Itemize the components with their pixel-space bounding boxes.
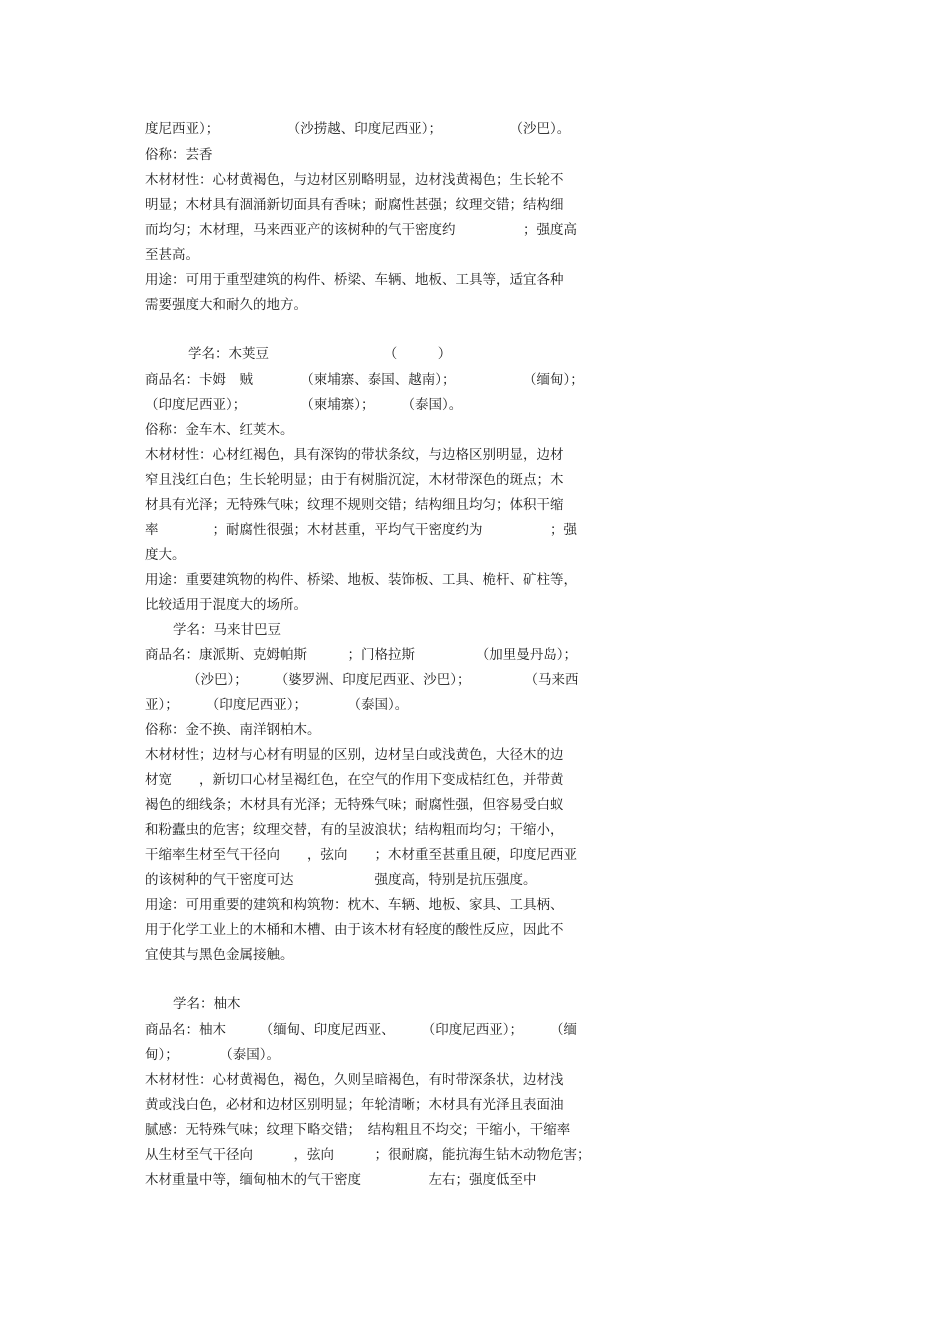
species-heading: 学名：木荚豆 （ ） [188, 346, 452, 362]
text-line: 率 ；耐腐性很强；木材甚重，平均气干密度约为 ；强 [145, 522, 577, 538]
text-line: 从生材至气干径向 ，弦向 ；很耐腐，能抗海生钻木动物危害； [145, 1147, 591, 1163]
text-line: 用途：重要建筑物的构件、桥梁、地板、装饰板、工具、桅杆、矿柱等， [145, 572, 577, 588]
species-heading: 学名：柚木 [173, 996, 241, 1012]
text-line: （沙巴）； （婆罗洲、印度尼西亚、沙巴）； （马来西 [187, 672, 579, 688]
text-line: 商品名：卡姆 贼 （柬埔寨、泰国、越南）； （缅甸）； [145, 372, 584, 388]
text-line: 俗称：金车木、红荚木。 [145, 422, 294, 438]
text-line: 用途：可用重要的建筑和构筑物：枕木、车辆、地板、家具、工具柄、 [145, 897, 564, 913]
text-line: 而均匀；木材理，马来西亚产的该树种的气干密度约 ；强度高 [145, 222, 577, 238]
text-line: 和粉蠹虫的危害；纹理交替，有的呈波浪状；结构粗而均匀；干缩小， [145, 822, 564, 838]
species-heading: 学名：马来甘巴豆 [173, 622, 281, 638]
text-line: 木材材性：心材黄褐色，与边材区别略明显，边材浅黄褐色；生长轮不 [145, 172, 564, 188]
text-line: 腻感：无特殊气味；纹理下略交错； 结构粗且不均交；干缩小，干缩率 [145, 1122, 571, 1138]
text-line: 度大。 [145, 547, 186, 563]
text-line: 木材材性：心材红褐色，具有深钩的带状条纹，与边格区别明显，边材 [145, 447, 564, 463]
text-line: 用于化学工业上的木桶和木槽、由于该木材有轻度的酸性反应，因此不 [145, 922, 564, 938]
text-line: 木材重量中等，缅甸柚木的气干密度 左右；强度低至中 [145, 1172, 537, 1188]
text-line: 需要强度大和耐久的地方。 [145, 297, 307, 313]
text-line: 用途：可用于重型建筑的构件、桥梁、车辆、地板、工具等，适宜各种 [145, 272, 564, 288]
text-line: 俗称：芸香 [145, 147, 213, 163]
text-line: 比较适用于混度大的场所。 [145, 597, 307, 613]
text-line: 材宽 ，新切口心材呈褐红色，在空气的作用下变成桔红色，并带黄 [145, 772, 564, 788]
text-line: 褐色的细线条；木材具有光泽；无特殊气味；耐腐性强，但容易受白蚁 [145, 797, 564, 813]
text-line: 商品名：康派斯、克姆帕斯 ；门格拉斯 （加里曼丹岛）； [145, 647, 577, 663]
text-line: 俗称：金不换、南洋钢柏木。 [145, 722, 321, 738]
text-line: 木材材性；边材与心材有明显的区别，边材呈白或浅黄色，大径木的边 [145, 747, 564, 763]
text-line: 材具有光泽；无特殊气味；纹理不规则交错；结构细且均匀；体积干缩 [145, 497, 564, 513]
text-line: 商品名：柚木 （缅甸、印度尼西亚、 （印度尼西亚）； （缅 [145, 1022, 577, 1038]
text-line: 甸）； （泰国）。 [145, 1047, 280, 1063]
text-line: 明显；木材具有涸涌新切面具有香味；耐腐性甚强；纹理交错；结构细 [145, 197, 564, 213]
text-line: 木材材性：心材黄褐色，褐色，久则呈暗褐色，有时带深条状，边材浅 [145, 1072, 564, 1088]
text-line: （印度尼西亚）； （柬埔寨）； （泰国）。 [145, 397, 463, 413]
text-line: 的该树种的气干密度可达 强度高，特别是抗压强度。 [145, 872, 537, 888]
text-line: 宜使其与黑色金属接触。 [145, 947, 294, 963]
text-line: 度尼西亚）； （沙捞越、印度尼西亚）； （沙巴）。 [145, 121, 571, 137]
text-line: 至甚高。 [145, 247, 199, 263]
text-line: 窄且浅红白色；生长轮明显；由于有树脂沉淀，木材带深色的斑点；木 [145, 472, 564, 488]
text-line: 亚）； （印度尼西亚）； （泰国）。 [145, 697, 409, 713]
text-line: 黄或浅白色，必材和边材区别明显；年轮清晰；木材具有光泽且表面油 [145, 1097, 564, 1113]
text-line: 干缩率生材至气干径向 ，弦向 ；木材重至甚重且硬，印度尼西亚 [145, 847, 577, 863]
